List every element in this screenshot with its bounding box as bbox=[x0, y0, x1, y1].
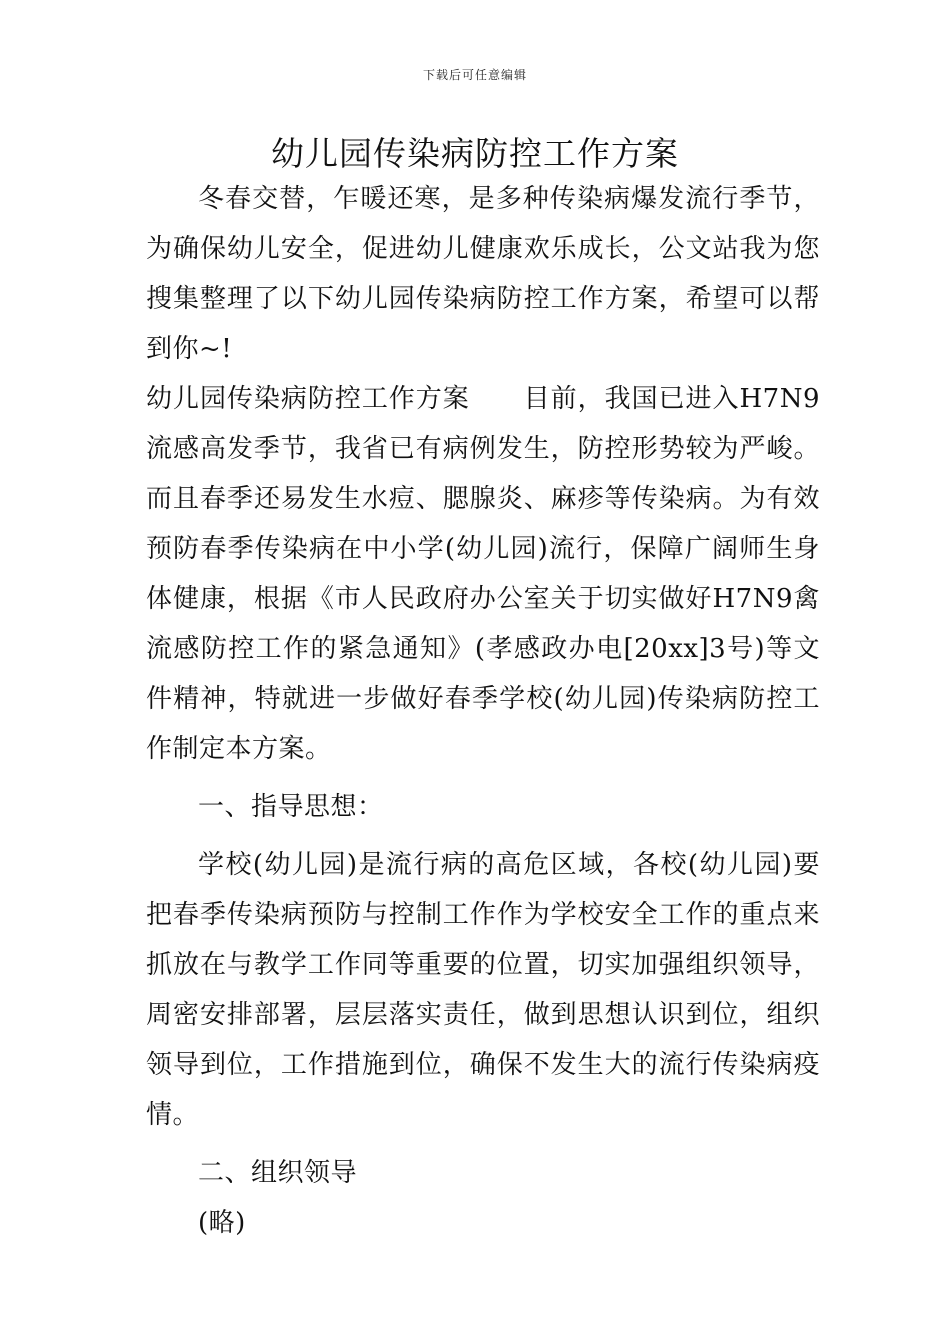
section-body-guiding-ideology: 学校(幼儿园)是流行病的高危区域，各校(幼儿园)要把春季传染病预防与控制工作作为学校安全工作的重点来抓放在与教学工作同等重要的位置，切实加强组织领导，周密安排部署，层层落实责任，做到思想认识到位，组织领导到位，工作措施到位，确保不发生大的流行传染病疫情。 bbox=[146, 850, 820, 1130]
header-note: 下载后可任意编辑 bbox=[422, 68, 527, 82]
main-paragraph: 幼儿园传染病防控工作方案 目前，我国已进入H7N9流感高发季节，我省已有病例发生，防控形势较为严峻。而且春季还易发生水痘、腮腺炎、麻疹等传染病。为有效预防春季传染病在中小学(幼儿园)流行，保障广阔师生身体健康，根据《市人民政府办公室关于切实做好H7N9禽流感防控工作的紧急通知》(孝感政办电[20xx]3号)等文件精神，特就进一步做好春季学校(幼儿园)传染病防控工作制定本方案。 bbox=[146, 384, 820, 764]
document-title: 幼儿园传染病防控工作方案 bbox=[271, 134, 679, 173]
section-heading-guiding-ideology: 一、指导思想： bbox=[198, 792, 384, 822]
section-body-organization: (略) bbox=[198, 1208, 246, 1238]
intro-paragraph: 冬春交替，乍暖还寒，是多种传染病爆发流行季节，为确保幼儿安全，促进幼儿健康欢乐成长，公文站我为您搜集整理了以下幼儿园传染病防控工作方案，希望可以帮到你~! bbox=[146, 184, 820, 364]
document-body bbox=[146, 174, 820, 1248]
section-heading-organization: 二、组织领导 bbox=[198, 1158, 358, 1188]
